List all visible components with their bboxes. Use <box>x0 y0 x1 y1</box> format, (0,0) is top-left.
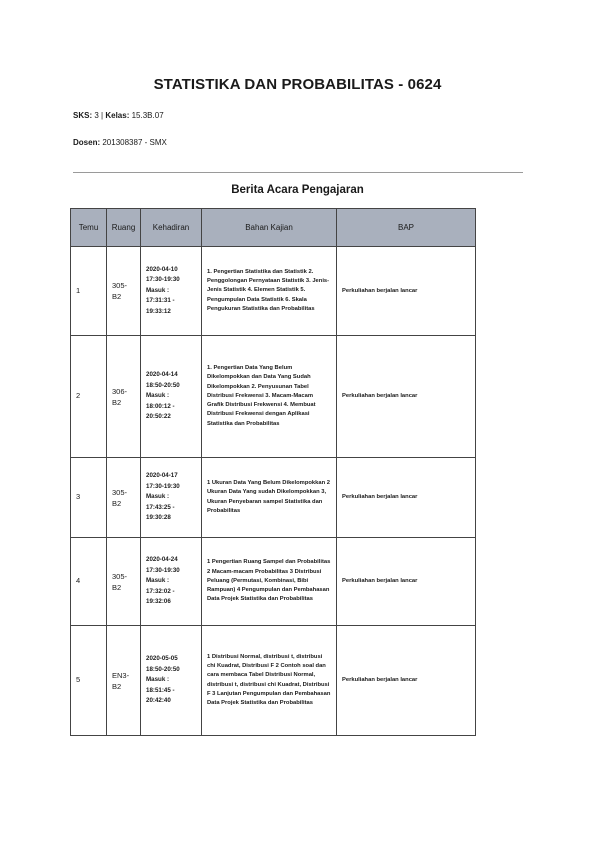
kehadiran-line: 19:30:28 <box>146 514 171 522</box>
cell-kehadiran <box>141 458 202 538</box>
page-title: STATISTIKA DAN PROBABILITAS - 0624 <box>153 76 442 93</box>
kehadiran-line: 17:30-19:30 <box>146 482 180 490</box>
kehadiran-line: Masuk : <box>146 286 170 294</box>
kehadiran-line: 17:31:31 - <box>146 297 175 305</box>
kehadiran-line: 18:50-20:50 <box>146 381 180 389</box>
col-header-bap: BAP <box>337 209 476 247</box>
cell-temu: 3 <box>71 458 107 538</box>
kehadiran-line: 18:00:12 - <box>146 402 175 410</box>
kehadiran-line: Masuk : <box>146 577 170 585</box>
kehadiran-line: Masuk : <box>146 676 170 684</box>
table-row <box>71 538 476 626</box>
kelas-label: Kelas: <box>105 111 130 120</box>
table-header-row <box>71 209 476 247</box>
cell-bap: Perkuliahan berjalan lancar <box>337 458 476 538</box>
kehadiran-line: Masuk : <box>146 493 170 501</box>
kehadiran-line: 19:33:12 <box>146 307 171 315</box>
table-row <box>71 336 476 458</box>
cell-bap: Perkuliahan berjalan lancar <box>337 336 476 458</box>
section-title: Berita Acara Pengajaran <box>231 184 364 196</box>
kehadiran-line: Masuk : <box>146 392 170 400</box>
kehadiran-line: 20:42:40 <box>146 697 171 705</box>
kehadiran-line: 2020-04-17 <box>146 472 178 480</box>
separator: | <box>101 111 104 120</box>
cell-ruang: EN3-B2 <box>107 626 141 736</box>
kehadiran-line: 17:43:25 - <box>146 503 175 511</box>
cell-kehadiran <box>141 336 202 458</box>
sks-label: SKS: <box>73 111 93 120</box>
cell-bahan-kajian: 1. Pengertian Statistika dan Statistik 2. Penggolongan Pernyataan Statistik 3. Jenis-Jenis Statistik 4. Elemen Statistik 5. Pengumpulan Data Statistik 6. Skala Pengukuran Statistika dan Probabilitas <box>202 247 337 336</box>
cell-kehadiran <box>141 247 202 336</box>
lecturer-info <box>73 138 167 147</box>
kehadiran-line: 18:51:45 - <box>146 686 175 694</box>
col-header-ruang: Ruang <box>107 209 141 247</box>
cell-temu: 4 <box>71 538 107 626</box>
kehadiran-line: 19:32:06 <box>146 598 171 606</box>
col-header-kehadiran: Kehadiran <box>141 209 202 247</box>
cell-bap: Perkuliahan berjalan lancar <box>337 626 476 736</box>
cell-ruang: 305-B2 <box>107 247 141 336</box>
cell-bahan-kajian: 1 Ukuran Data Yang Belum Dikelompokkan 2 Ukuran Data Yang sudah Dikelompokkan 3, Ukuran Penyebaran sampel Statistika dan Probabilitas <box>202 458 337 538</box>
cell-temu: 2 <box>71 336 107 458</box>
class-info <box>73 111 164 120</box>
kehadiran-line: 2020-05-05 <box>146 655 178 663</box>
kehadiran-line: 2020-04-14 <box>146 371 178 379</box>
table-row <box>71 626 476 736</box>
kehadiran-line: 20:50:22 <box>146 413 171 421</box>
dosen-label: Dosen: <box>73 138 101 147</box>
teaching-log-table <box>70 208 476 736</box>
table-row <box>71 247 476 336</box>
col-header-temu: Temu <box>71 209 107 247</box>
cell-ruang: 305-B2 <box>107 458 141 538</box>
col-header-bahan-kajian: Bahan Kajian <box>202 209 337 247</box>
cell-bahan-kajian: 1 Distribusi Normal, distribusi t, distribusi chi Kuadrat, Distribusi F 2 Contoh soal dan cara membaca Tabel Distribusi Normal, distribusi t, distribusi chi Kuadrat, Distribusi F 3 Lanjutan Pengumpulan dan Pembahasan Data Projek Statistika dan Probabilitas <box>202 626 337 736</box>
kehadiran-line: 17:32:02 - <box>146 587 175 595</box>
divider <box>73 172 523 173</box>
kehadiran-line: 17:30-19:30 <box>146 566 180 574</box>
cell-ruang: 305-B2 <box>107 538 141 626</box>
kehadiran-line: 2020-04-10 <box>146 265 178 273</box>
cell-temu: 5 <box>71 626 107 736</box>
kelas-value: 15.3B.07 <box>131 111 164 120</box>
kehadiran-line: 2020-04-24 <box>146 556 178 564</box>
table-row <box>71 458 476 538</box>
cell-kehadiran <box>141 626 202 736</box>
cell-kehadiran <box>141 538 202 626</box>
cell-ruang: 306-B2 <box>107 336 141 458</box>
dosen-value: 201308387 - SMX <box>102 138 167 147</box>
cell-bap: Perkuliahan berjalan lancar <box>337 538 476 626</box>
kehadiran-line: 17:30-19:30 <box>146 276 180 284</box>
cell-bahan-kajian: 1 Pengertian Ruang Sampel dan Probabilitas 2 Macam-macam Probabilitas 3 Distribusi Peluang (Permutasi, Kombinasi, Bibi Rampuan) 4 Pengumpulan dan Pembahasan Data Projek Statistika dan Probabilitas <box>202 538 337 626</box>
cell-bap: Perkuliahan berjalan lancar <box>337 247 476 336</box>
cell-temu: 1 <box>71 247 107 336</box>
sks-value: 3 <box>94 111 99 120</box>
kehadiran-line: 18:50-20:50 <box>146 665 180 673</box>
cell-bahan-kajian: 1. Pengertian Data Yang Belum Dikelompokkan dan Data Yang Sudah Dikelompokkan 2. Penyusunan Tabel Distribusi Frekwensi 3. Macam-Macam Grafik Distribusi Frekwensi 4. Membuat Distribusi Frekwensi dengan Aplikasi Statistika dan Probabilitas <box>202 336 337 458</box>
